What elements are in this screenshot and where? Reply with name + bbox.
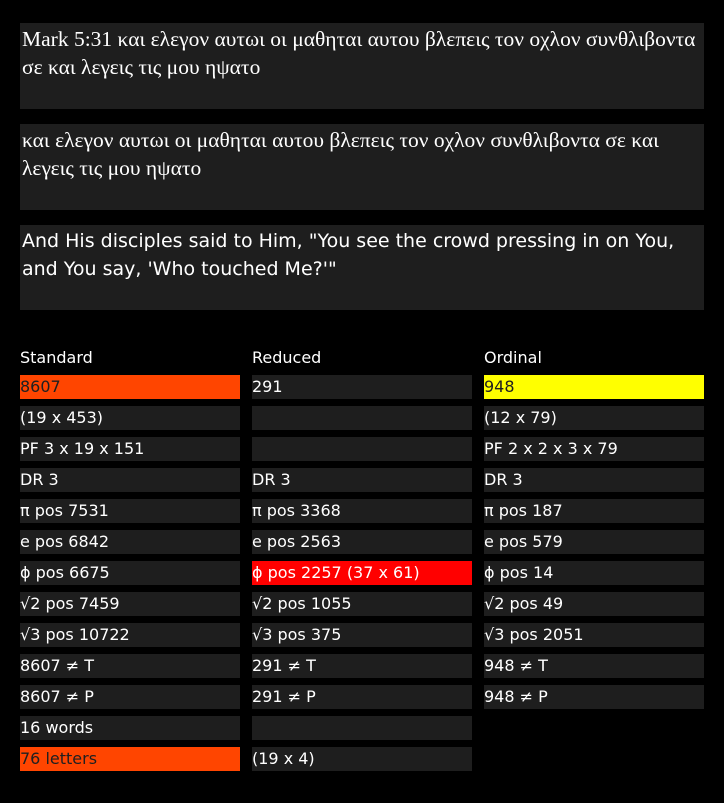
reduced-prime-factors-cell xyxy=(252,437,472,461)
reduced-header: Reduced xyxy=(252,348,322,367)
greek-verse-with-reference-text: Mark 5:31 και ελεγον αυτωι οι μαθηται αυτου βλεπεις τον οχλον συνθλιβοντα σε και λεγεις τις μου ηψατο xyxy=(22,27,696,79)
ordinal-prime-factors-cell: PF 2 x 2 x 3 x 79 xyxy=(484,437,704,461)
reduced-value-cell: 291 xyxy=(252,375,472,399)
standard-prime-cell: 8607 ≠ P xyxy=(20,685,240,709)
standard-digital-root-cell: DR 3 xyxy=(20,468,240,492)
ordinal-e-pos-cell: e pos 579 xyxy=(484,530,704,554)
standard-e-pos-cell: e pos 6842 xyxy=(20,530,240,554)
standard-letters-cell: 76 letters xyxy=(20,747,240,771)
standard-column xyxy=(20,340,240,778)
standard-words-cell: 16 words xyxy=(20,716,240,740)
reduced-triangular-cell: 291 ≠ T xyxy=(252,654,472,678)
ordinal-sqrt3-pos-cell: √3 pos 2051 xyxy=(484,623,704,647)
english-translation xyxy=(20,225,704,310)
reduced-words-cell xyxy=(252,716,472,740)
ordinal-value-cell: 948 xyxy=(484,375,704,399)
standard-value-cell: 8607 xyxy=(20,375,240,399)
reduced-e-pos-cell: e pos 2563 xyxy=(252,530,472,554)
reduced-digital-root-cell: DR 3 xyxy=(252,468,472,492)
ordinal-phi-pos-cell: ϕ pos 14 xyxy=(484,561,704,585)
greek-verse xyxy=(20,124,704,210)
standard-sqrt2-pos-cell: √2 pos 7459 xyxy=(20,592,240,616)
reduced-column xyxy=(252,340,472,778)
standard-header: Standard xyxy=(20,348,93,367)
standard-phi-pos-cell: ϕ pos 6675 xyxy=(20,561,240,585)
ordinal-pi-pos-cell: π pos 187 xyxy=(484,499,704,523)
reduced-sqrt3-pos-cell: √3 pos 375 xyxy=(252,623,472,647)
greek-verse-text: και ελεγον αυτωι οι μαθηται αυτου βλεπεις τον οχλον συνθλιβοντα σε και λεγεις τις μου ηψατο xyxy=(22,128,659,180)
reduced-factor-cell xyxy=(252,406,472,430)
standard-triangular-cell: 8607 ≠ T xyxy=(20,654,240,678)
standard-factor-cell: (19 x 453) xyxy=(20,406,240,430)
standard-prime-factors-cell: PF 3 x 19 x 151 xyxy=(20,437,240,461)
reduced-sqrt2-pos-cell: √2 pos 1055 xyxy=(252,592,472,616)
standard-pi-pos-cell: π pos 7531 xyxy=(20,499,240,523)
reduced-prime-cell: 291 ≠ P xyxy=(252,685,472,709)
greek-verse-with-reference xyxy=(20,23,704,109)
ordinal-column xyxy=(484,340,704,716)
reduced-letters-factor-cell: (19 x 4) xyxy=(252,747,472,771)
standard-sqrt3-pos-cell: √3 pos 10722 xyxy=(20,623,240,647)
english-translation-text: And His disciples said to Him, "You see the crowd pressing in on You, and You say, 'Who touched Me?'" xyxy=(22,230,675,280)
reduced-phi-pos-cell: ϕ pos 2257 (37 x 61) xyxy=(252,561,472,585)
ordinal-sqrt2-pos-cell: √2 pos 49 xyxy=(484,592,704,616)
reduced-pi-pos-cell: π pos 3368 xyxy=(252,499,472,523)
ordinal-header: Ordinal xyxy=(484,348,542,367)
ordinal-digital-root-cell: DR 3 xyxy=(484,468,704,492)
ordinal-factor-cell: (12 x 79) xyxy=(484,406,704,430)
ordinal-prime-cell: 948 ≠ P xyxy=(484,685,704,709)
ordinal-triangular-cell: 948 ≠ T xyxy=(484,654,704,678)
